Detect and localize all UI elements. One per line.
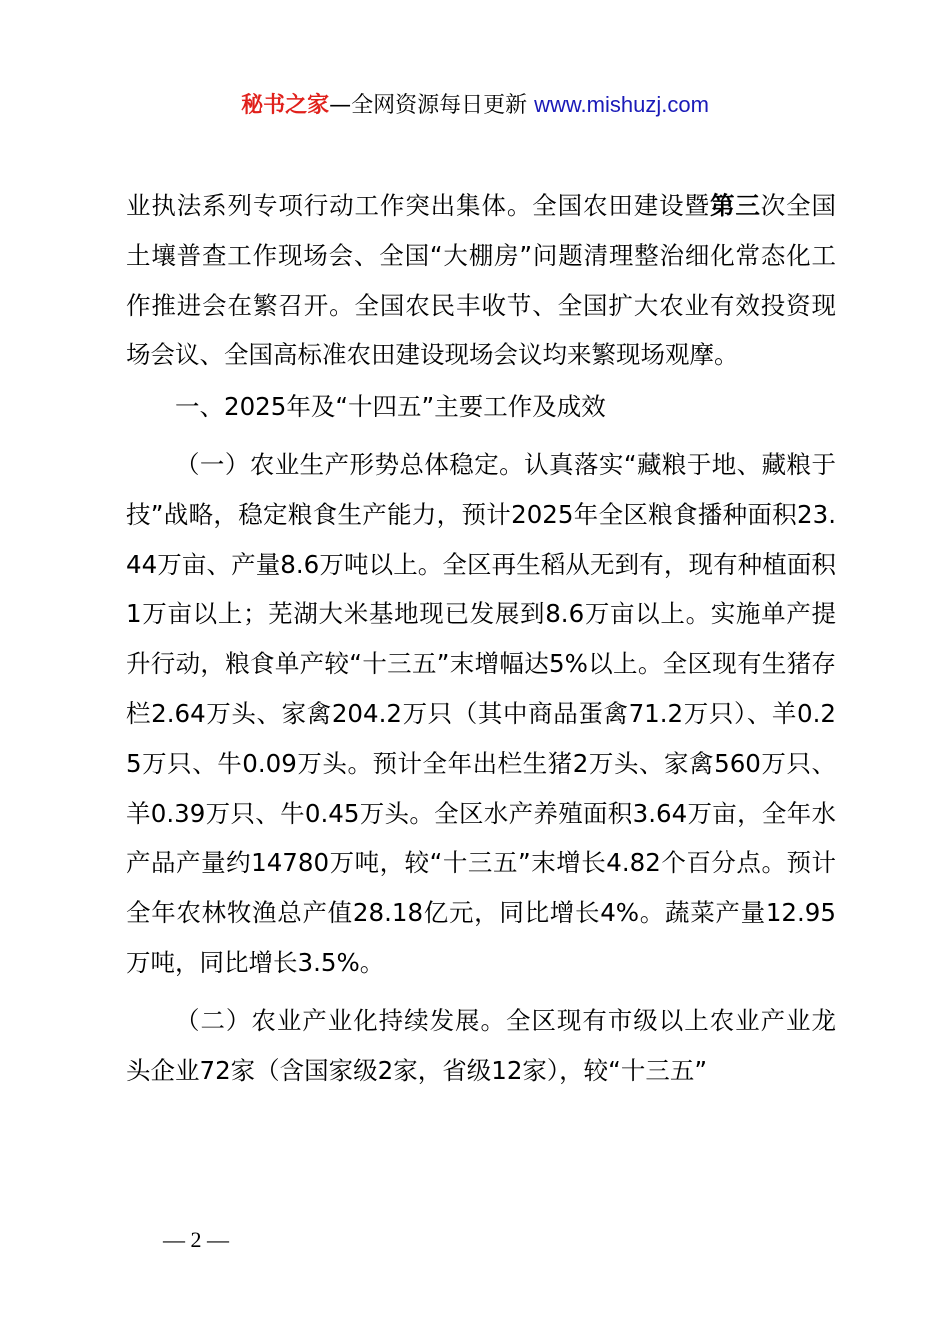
header-tagline: —全网资源每日更新 — [329, 93, 535, 118]
paragraph-agriculture-production: （一）农业生产形势总体稳定。认真落实“藏粮于地、藏粮于技”战略，稳定粮食生产能力，预计2025年全区粮食播种面积23.44万亩、产量8.6万吨以上。全区再生稻从无到有，现有种植面积1万亩以上；芜湖大米基地现已发展到8.6万亩以上。实施单产提升行动，粮食单产较“十三五”末增幅达5%以上。全区现有生猪存栏2.64万头、家禽204.2万只（其中商品蛋禽71.2万只）、羊0.25万只、牛0.09万头。预计全年出栏生猪2万头、家禽560万只、羊0.39万只、牛0.45万头。全区水产养殖面积3.64万亩，全年水产品产量约14780万吨，较“十三五”末增长4.82个百分点。预计全年农林牧渔总产值28.18亿元，同比增长4%。蔬菜产量12.95万吨，同比增长3.5%。 — [126, 449, 836, 977]
paragraph-continuation — [126, 181, 836, 380]
paragraph-text: 次全国土壤普查工作现场会、全国“大棚房”问题清理整治细化常态化工作推进会在繁召开。全国农民丰收节、全国扩大农业有效投资现场会议、全国高标准农田建设现场会议均来繁现场观摩。 — [126, 191, 837, 370]
website-link[interactable]: www.mishuzj.com — [534, 92, 709, 117]
paragraph-agriculture-industrialization: （二）农业产业化持续发展。全区现有市级以上农业产业龙头企业72家（含国家级2家，省级12家），较“十三五” — [126, 1005, 836, 1085]
brand-name: 秘书之家 — [241, 93, 330, 118]
emphasized-text: 第三 — [709, 191, 761, 220]
document-body — [126, 181, 836, 1095]
page-number: — 2 — — [163, 1227, 229, 1252]
paragraph-text: 业执法系列专项行动工作突出集体。全国农田建设暨 — [126, 191, 710, 220]
section-heading: 一、2025年及“十四五”主要工作及成效 — [175, 392, 606, 422]
page-header-banner — [0, 88, 950, 123]
